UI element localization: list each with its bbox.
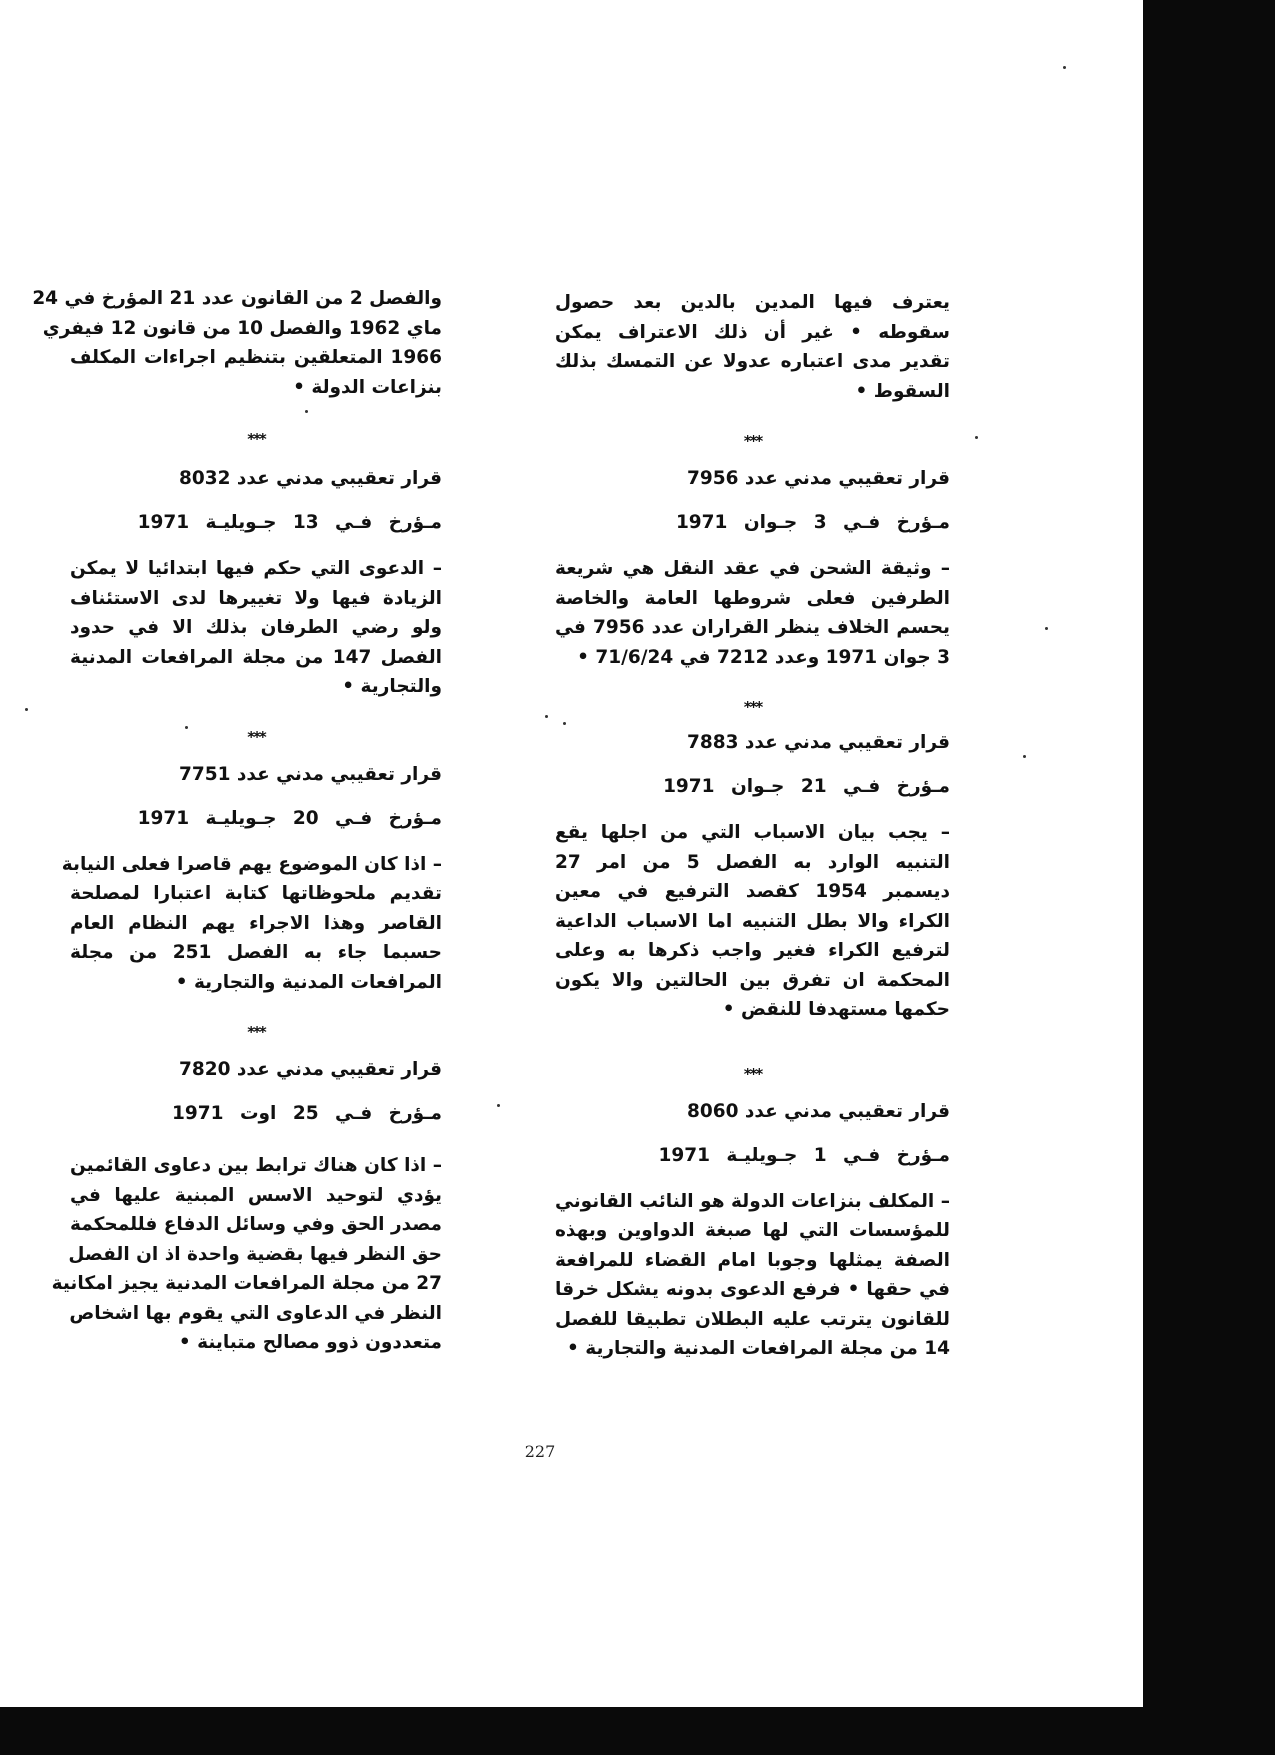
scan-border-right [1143,0,1275,1755]
text-line: – اذا كان الموضوع يهم قاصرا فعلى النيابة [61,853,442,875]
scan-speck [1045,627,1048,630]
text-line: سقوطه • غير أن ذلك الاعتراف يمكن [555,321,950,343]
text-line: الكراء والا بطل التنبيه اما الاسباب الداعية [555,910,950,932]
text-line: النظر في الدعاوى التي يقوم بها اشخاص [69,1302,442,1324]
scan-speck [545,715,548,718]
text-line: 27 من مجلة المرافعات المدنية يجيز امكانية [51,1273,442,1294]
text-line: 3 جوان 1971 وعدد 7212 في 71/6/24 • [577,646,950,668]
text-line: الصفة يمثلها وجوبا امام القضاء للمرافعة [555,1249,950,1271]
scan-speck [25,708,28,711]
decision-title: قرار تعقيبي مدني عدد 7956 [686,468,950,489]
text-line: ديسمبر 1954 كقصد الترفيع في معين [555,881,950,902]
text-line: المحكمة ان تفرق بين الحالتين والا يكون [555,969,950,991]
text-line: والتجارية • [342,676,442,697]
text-line: تقدير مدى اعتباره عدولا عن التمسك بذلك [555,351,950,372]
decision-title: قرار تعقيبي مدني عدد 8060 [686,1100,950,1122]
text-line: القاصر وهذا الاجراء يهم النظام العام [70,912,442,934]
text-line: حق النظر فيها بقضية واحدة اذ ان الفصل [68,1243,442,1265]
left-intro-paragraph [32,284,442,402]
text-line: الزيادة فيها ولا تغييرها لدى الاستئناف [70,587,442,609]
text-line: التنبيه الوارد به الفصل 5 من امر 27 [555,851,951,873]
text-line: 1966 المتعلقين بتنظيم اجراءات المكلف [70,347,442,368]
text-line: – يجب بيان الاسباب التي من اجلها يقع [555,822,950,843]
section-separator: *** [247,430,265,448]
decision-title: قرار تعقيبي مدني عدد 7820 [178,1059,442,1080]
text-line: حسبما جاء به الفصل 251 من مجلة [70,942,442,963]
decision-title: قرار تعقيبي مدني عدد 7883 [686,732,950,753]
section-separator: *** [247,1023,265,1041]
text-line: يعترف فيها المدين بالدين بعد حصول [555,292,950,313]
text-line: مصدر الحق وفي وسائل الدفاع فللمحكمة [70,1214,442,1235]
text-line: لترفيع الكراء فغير واجب ذكرها به وعلى [555,940,950,961]
text-line: – وثيقة الشحن في عقد النقل هي شريعة [555,558,950,579]
decision-date: مـؤرخ فـي 21 جـوان 1971 [663,776,950,797]
decision-title: قرار تعقيبي مدني عدد 7751 [178,763,442,785]
scan-speck [305,410,308,413]
text-line: يحسم الخلاف ينظر القراران عدد 7956 في [555,617,950,638]
text-line: والفصل 2 من القانون عدد 21 المؤرخ في 24 [32,288,442,309]
page-number: 227 [524,1442,556,1461]
text-line: – الدعوى التي حكم فيها ابتدائيا لا يمكن [70,558,442,579]
text-line: بنزاعات الدولة • [293,376,442,398]
scan-speck [185,726,188,729]
text-line: متعددون ذوو مصالح متباينة • [178,1332,442,1353]
text-line: المرافعات المدنية والتجارية • [175,971,442,993]
decision-date: مـؤرخ فـي 20 جـويليـة 1971 [137,807,442,829]
decision-date: مـؤرخ فـي 25 اوت 1971 [172,1103,442,1124]
scan-speck [975,436,978,439]
section-separator: *** [247,727,265,746]
text-line: في حقها • فرفع الدعوى بدونه يشكل خرقا [555,1279,950,1300]
text-line: الطرفين فعلى شروطها العامة والخاصة [555,587,950,609]
text-line: الفصل 147 من مجلة المرافعات المدنية [70,646,442,668]
text-line: 14 من مجلة المرافعات المدنية والتجارية • [566,1338,950,1359]
decision-date: مـؤرخ فـي 13 جـويليـة 1971 [137,512,442,533]
decision-date: مـؤرخ فـي 3 جـوان 1971 [675,512,950,533]
text-line: للمؤسسات التي لها صبغة الدواوين وبهذه [555,1220,950,1241]
decision-summary [555,818,950,1025]
decision-summary [555,1187,950,1364]
section-separator: *** [743,698,762,716]
scan-speck [497,1104,500,1107]
section-separator: *** [743,1064,762,1083]
right-intro-paragraph [555,288,950,406]
section-separator: *** [743,432,762,450]
text-line: حكمها مستهدفا للنقض • [722,999,950,1020]
text-line: السقوط • [855,380,950,402]
right-column [555,288,950,1364]
decision-summary [61,850,442,998]
text-line: ماي 1962 والفصل 10 من قانون 12 فيفري [42,317,442,339]
scan-speck [1023,755,1026,758]
decision-date: مـؤرخ فـي 1 جـويليـة 1971 [658,1144,950,1166]
left-column [32,284,442,1358]
text-line: – المكلف بنزاعات الدولة هو النائب القانوني [555,1190,950,1212]
text-line: ولو رضي الطرفان بذلك الا في حدود [70,617,442,638]
decision-summary [51,1151,442,1358]
decision-summary [70,554,442,702]
decision-summary [555,554,950,672]
text-line: تقديم ملحوظاتها كتابة اعتبارا لمصلحة [70,883,442,904]
text-line: – اذا كان هناك ترابط بين دعاوى القائمين [70,1155,442,1176]
scan-speck [1063,66,1066,69]
text-line: للقانون يترتب عليه البطلان تطبيقا للفصل [555,1308,950,1330]
scan-speck [563,722,566,725]
decision-title: قرار تعقيبي مدني عدد 8032 [178,468,442,489]
text-line: يؤدي لتوحيد الاسس المبنية عليها في [70,1184,442,1206]
scan-border-bottom [0,1707,1275,1755]
